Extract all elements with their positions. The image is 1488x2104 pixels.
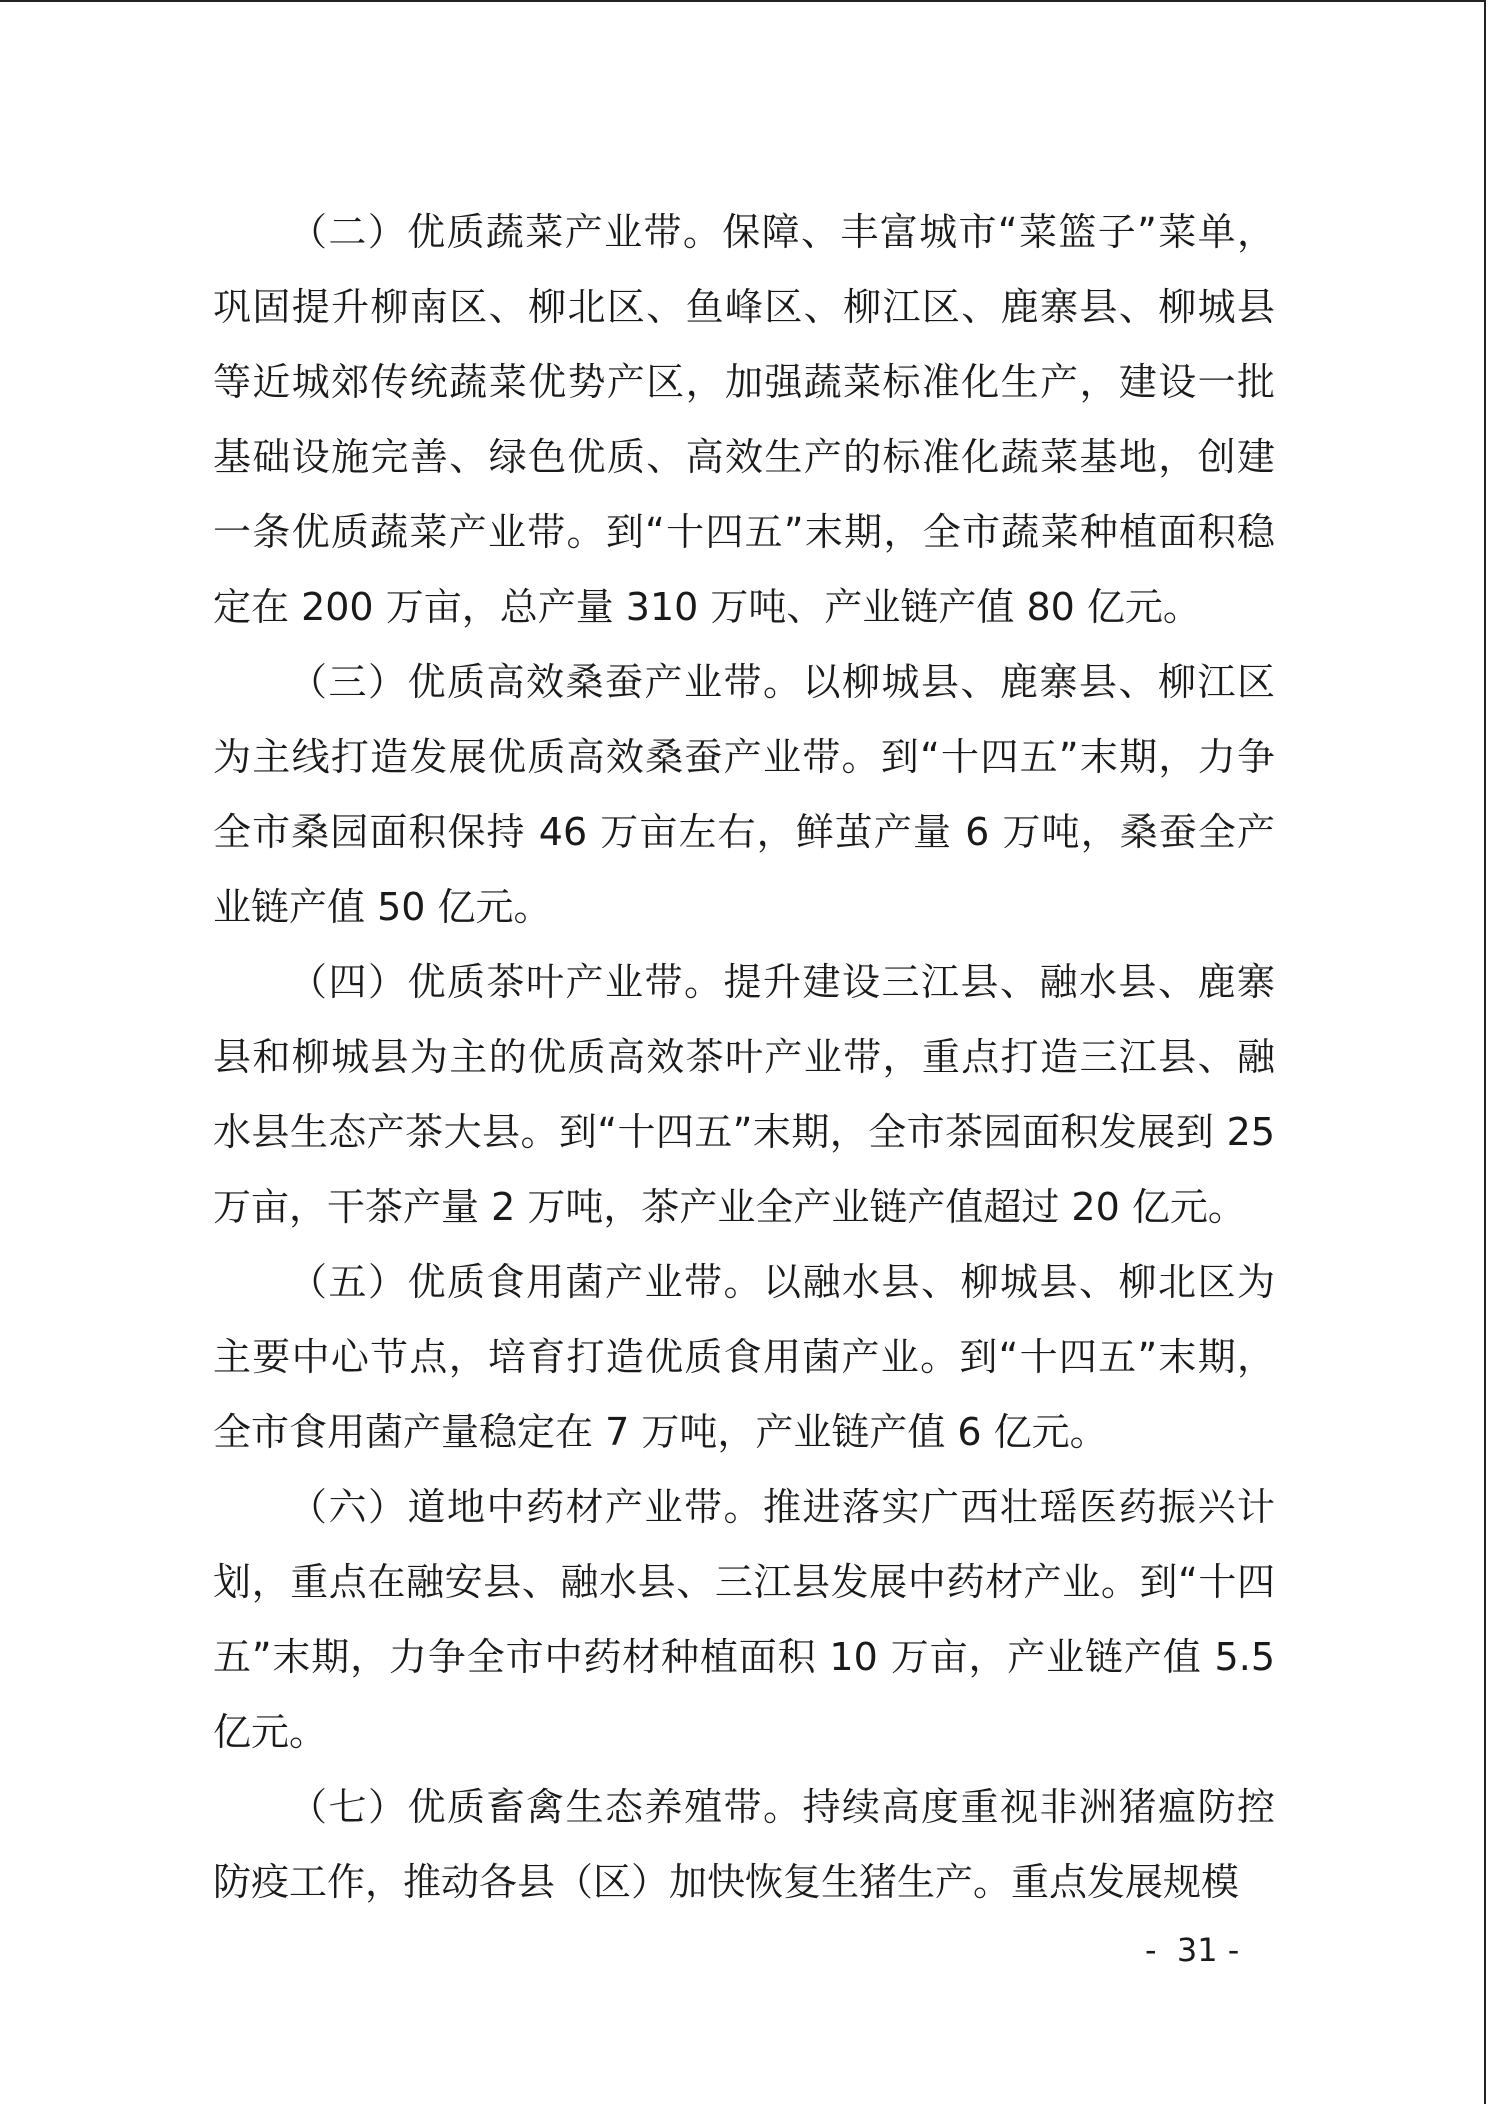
paragraph-tea-belt: （四）优质茶叶产业带。提升建设三江县、融水县、鹿寨县和柳城县为主的优质高效茶叶产业带，重点打造三江县、融水县生态产茶大县。到“十四五”末期，全市茶园面积发展到 25 万亩，干茶产量 2 万吨，茶产业全产业链产值超过 20 亿元。 — [213, 960, 1275, 1229]
paragraph-sericulture-belt: （三）优质高效桑蚕产业带。以柳城县、鹿寨县、柳江区为主线打造发展优质高效桑蚕产业带。到“十四五”末期，力争全市桑园面积保持 46 万亩左右，鲜茧产量 6 万吨，桑蚕全产业链产值 50 亿元。 — [213, 660, 1275, 929]
paragraph-edible-fungi-belt: （五）优质食用菌产业带。以融水县、柳城县、柳北区为主要中心节点，培育打造优质食用菌产业。到“十四五”末期，全市食用菌产量稳定在 7 万吨，产业链产值 6 亿元。 — [213, 1260, 1275, 1454]
document-body — [213, 195, 1275, 1920]
paragraph-vegetable-belt: （二）优质蔬菜产业带。保障、丰富城市“菜篮子”菜单，巩固提升柳南区、柳北区、鱼峰区、柳江区、鹿寨县、柳城县等近城郊传统蔬菜优势产区，加强蔬菜标准化生产，建设一批基础设施完善、绿色优质、高效生产的标准化蔬菜基地，创建一条优质蔬菜产业带。到“十四五”末期，全市蔬菜种植面积稳定在 200 万亩，总产量 310 万吨、产业链产值 80 亿元。 — [213, 210, 1275, 629]
paragraph-livestock-belt: （七）优质畜禽生态养殖带。持续高度重视非洲猪瘟防控防疫工作，推动各县（区）加快恢复生猪生产。重点发展规模 — [213, 1785, 1275, 1904]
page-number: - 31 - — [1145, 1931, 1240, 1969]
paragraph-herbal-medicine-belt: （六）道地中药材产业带。推进落实广西壮瑶医药振兴计划，重点在融安县、融水县、三江县发展中药材产业。到“十四五”末期，力争全市中药材种植面积 10 万亩，产业链产值 5.5 亿元。 — [213, 1485, 1275, 1754]
